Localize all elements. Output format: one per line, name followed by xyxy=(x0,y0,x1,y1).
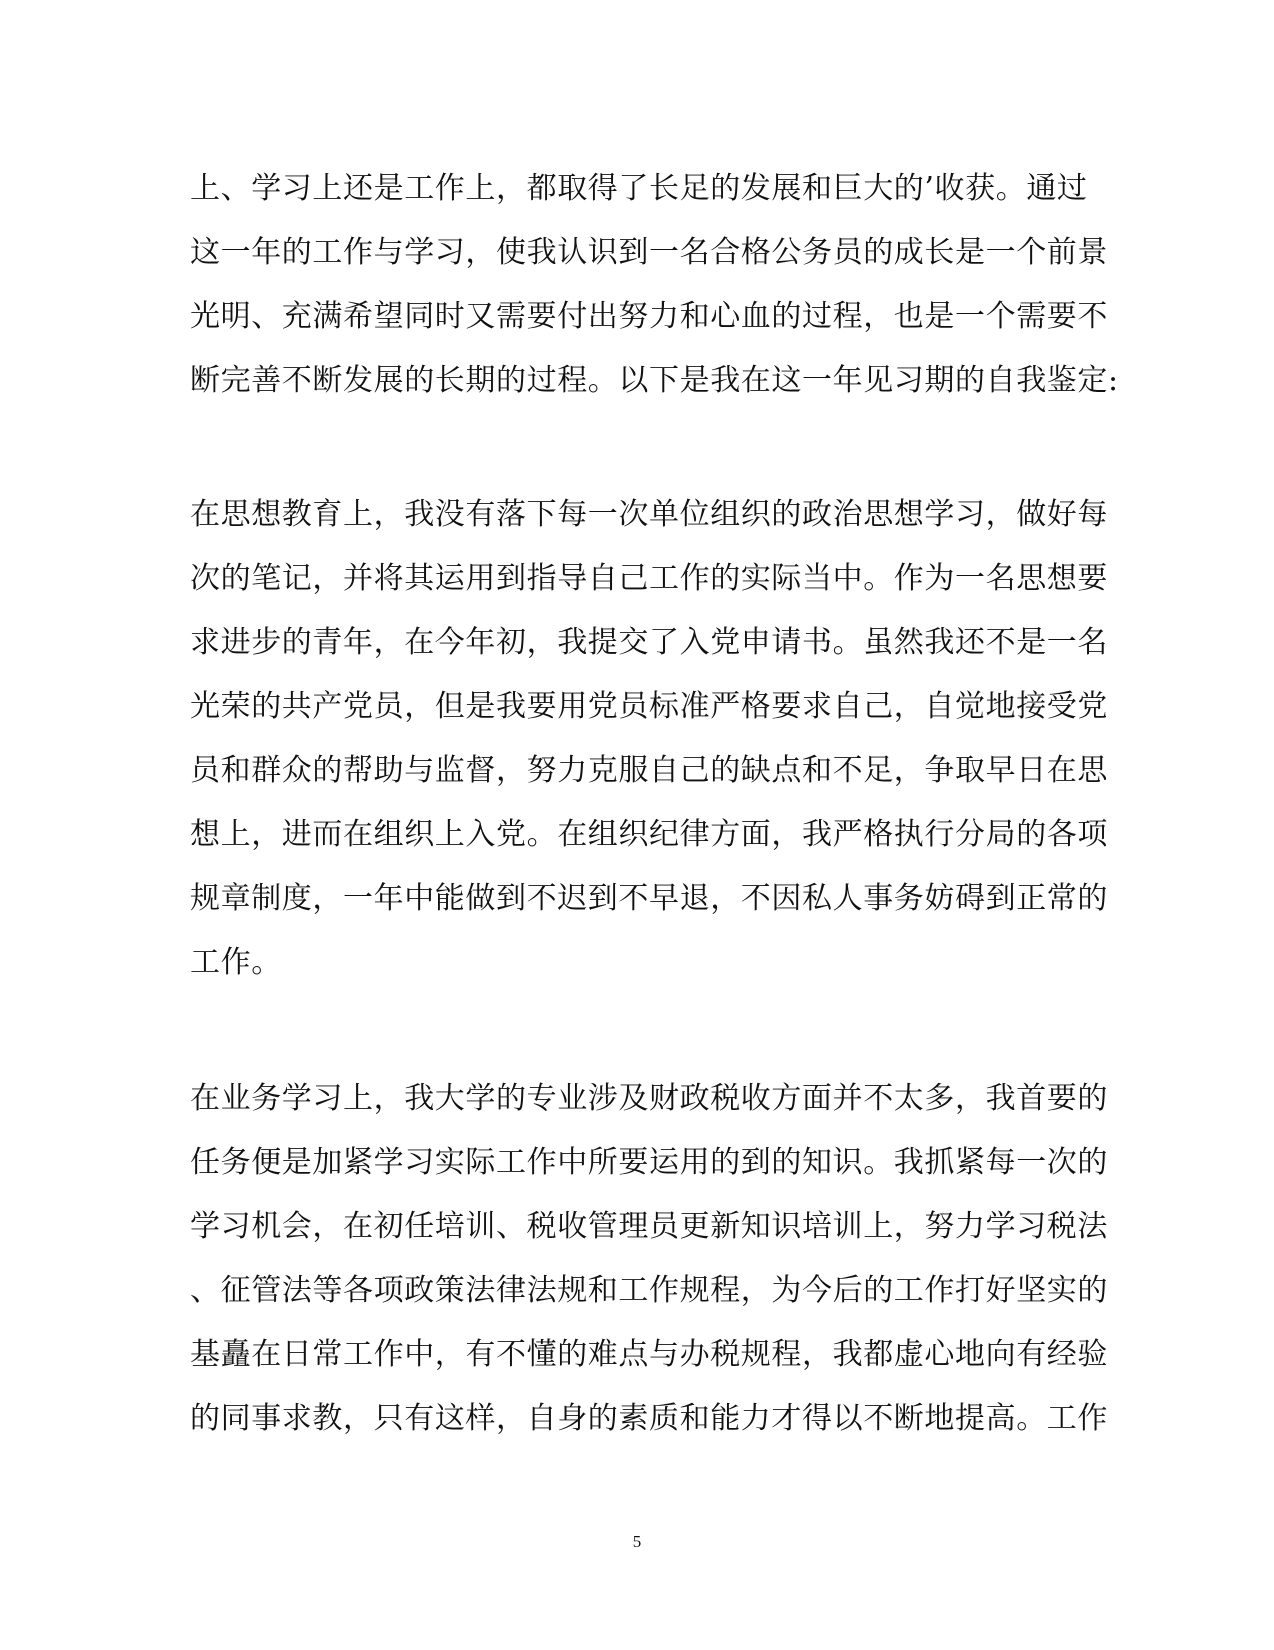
text-line: 的同事求教，只有这样，自身的素质和能力才得以不断地提高。工作 xyxy=(190,1401,1108,1436)
text-line: 光明、充满希望同时又需要付出努力和心血的过程，也是一个需要不 xyxy=(190,299,1108,334)
text-line: 在业务学习上，我大学的专业涉及财政税收方面并不太多，我首要的 xyxy=(190,1081,1108,1116)
text-line: 任务便是加紧学习实际工作中所要运用的到的知识。我抓紧每一次的 xyxy=(190,1145,1108,1180)
paragraph-3 xyxy=(190,1067,1108,1451)
text-line: 基矗在日常工作中，有不懂的难点与办税规程，我都虚心地向有经验 xyxy=(190,1337,1108,1372)
text-line: 上、学习上还是工作上，都取得了长足的发展和巨大的’收获。通过 xyxy=(190,171,1088,206)
text-line: 求进步的青年，在今年初，我提交了入党申请书。虽然我还不是一名 xyxy=(190,625,1108,660)
text-line: 员和群众的帮助与监督，努力克服自己的缺点和不足，争取早日在思 xyxy=(190,753,1108,788)
text-line: 学习机会，在初任培训、税收管理员更新知识培训上，努力学习税法 xyxy=(190,1209,1108,1244)
text-line: 这一年的工作与学习，使我认识到一名合格公务员的成长是一个前景 xyxy=(190,235,1108,270)
text-line: 断完善不断发展的长期的过程。以下是我在这一年见习期的自我鉴定: xyxy=(190,363,1119,398)
paragraph-1 xyxy=(190,157,1119,413)
text-line: 工作。 xyxy=(190,945,282,980)
text-line: 光荣的共产党员，但是我要用党员标准严格要求自己，自觉地接受党 xyxy=(190,689,1108,724)
text-line: 次的笔记，并将其运用到指导自己工作的实际当中。作为一名思想要 xyxy=(190,561,1108,596)
text-line: 、征管法等各项政策法律法规和工作规程，为今后的工作打好坚实的 xyxy=(190,1273,1108,1308)
text-line: 想上，进而在组织上入党。在组织纪律方面，我严格执行分局的各项 xyxy=(190,817,1108,852)
page-number: 5 xyxy=(632,1532,642,1551)
paragraph-2 xyxy=(190,483,1108,995)
text-line: 在思想教育上，我没有落下每一次单位组织的政治思想学习，做好每 xyxy=(190,497,1108,532)
text-line: 规章制度，一年中能做到不迟到不早退，不因私人事务妨碍到正常的 xyxy=(190,881,1108,916)
